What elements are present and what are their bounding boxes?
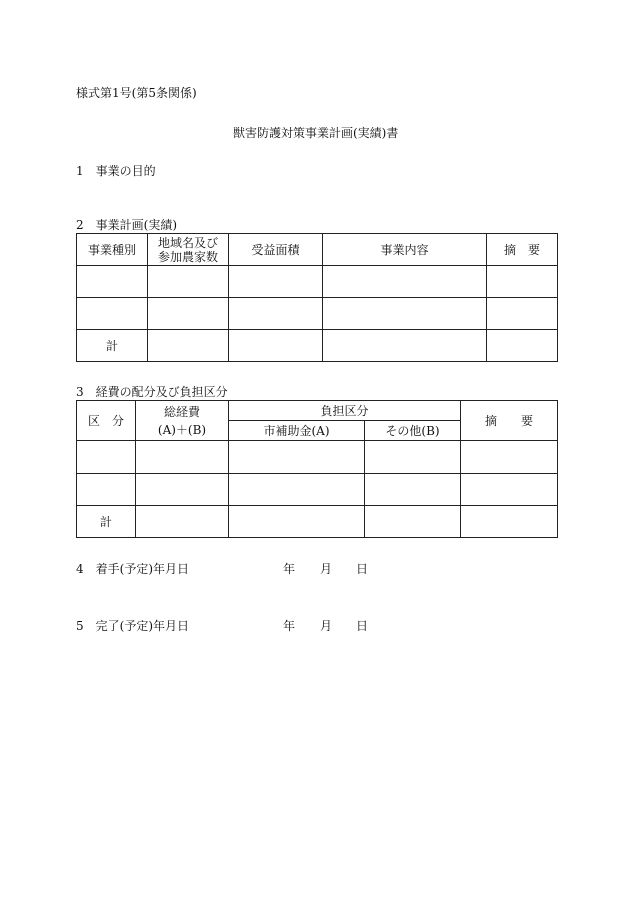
header-expense-remarks: 摘 要 — [461, 401, 558, 441]
header-kubun: 区 分 — [77, 401, 136, 441]
header-total-cost-label: 総経費 — [163, 404, 200, 419]
table-cell[interactable] — [229, 474, 365, 506]
table-cell[interactable] — [136, 474, 229, 506]
expense-table — [76, 400, 558, 538]
table-cell[interactable] — [365, 441, 461, 474]
plan-total-row — [77, 330, 558, 362]
table-cell[interactable] — [323, 330, 487, 362]
section1-heading: 1 事業の目的 — [76, 164, 156, 178]
end-year-label: 年 — [283, 619, 296, 633]
table-cell[interactable] — [365, 474, 461, 506]
header-other: その他(B) — [365, 421, 461, 441]
start-day-label: 日 — [356, 562, 369, 576]
header-area-line1: 地域名及び — [157, 235, 218, 250]
table-row — [77, 441, 558, 474]
table-cell[interactable] — [148, 298, 229, 330]
table-row — [77, 266, 558, 298]
form-number: 様式第1号(第5条関係) — [76, 86, 197, 100]
header-project-content: 事業内容 — [323, 234, 487, 266]
plan-table — [76, 233, 558, 362]
section4-heading: 4 着手(予定)年月日 — [76, 562, 189, 576]
table-cell[interactable] — [323, 266, 487, 298]
header-area-line2: 参加農家数 — [157, 249, 218, 264]
table-row — [77, 298, 558, 330]
table-cell[interactable] — [461, 506, 558, 538]
table-cell[interactable] — [148, 330, 229, 362]
expense-total-label: 計 — [77, 506, 136, 538]
plan-table-header-row — [77, 234, 558, 266]
table-cell[interactable] — [77, 298, 148, 330]
table-cell[interactable] — [461, 474, 558, 506]
table-cell[interactable] — [77, 441, 136, 474]
table-cell[interactable] — [365, 506, 461, 538]
section3-heading: 3 経費の配分及び負担区分 — [76, 385, 228, 399]
table-cell[interactable] — [229, 266, 323, 298]
document-title: 獣害防護対策事業計画(実績)書 — [233, 126, 399, 140]
end-month-label: 月 — [320, 619, 333, 633]
table-row — [77, 474, 558, 506]
table-cell[interactable] — [487, 266, 558, 298]
expense-total-row — [77, 506, 558, 538]
start-year-label: 年 — [283, 562, 296, 576]
table-cell[interactable] — [229, 330, 323, 362]
table-cell[interactable] — [323, 298, 487, 330]
table-cell[interactable] — [229, 506, 365, 538]
header-area-farmers — [148, 234, 229, 266]
table-cell[interactable] — [136, 506, 229, 538]
expense-header-row1 — [77, 401, 558, 421]
table-cell[interactable] — [148, 266, 229, 298]
table-cell[interactable] — [461, 441, 558, 474]
table-cell[interactable] — [487, 330, 558, 362]
table-cell[interactable] — [136, 441, 229, 474]
table-cell[interactable] — [487, 298, 558, 330]
header-project-type: 事業種別 — [77, 234, 148, 266]
plan-total-label: 計 — [77, 330, 148, 362]
header-beneficiary-area: 受益面積 — [229, 234, 323, 266]
header-remarks: 摘 要 — [487, 234, 558, 266]
section2-heading: 2 事業計画(実績) — [76, 218, 177, 232]
end-day-label: 日 — [356, 619, 369, 633]
header-total-cost — [136, 401, 229, 441]
section5-heading: 5 完了(予定)年月日 — [76, 619, 189, 633]
header-city-subsidy: 市補助金(A) — [229, 421, 365, 441]
header-total-cost-formula: (A)＋(B) — [157, 422, 207, 437]
header-burden-division: 負担区分 — [229, 401, 461, 421]
table-cell[interactable] — [77, 266, 148, 298]
table-cell[interactable] — [229, 441, 365, 474]
table-cell[interactable] — [77, 474, 136, 506]
start-month-label: 月 — [320, 562, 333, 576]
table-cell[interactable] — [229, 298, 323, 330]
